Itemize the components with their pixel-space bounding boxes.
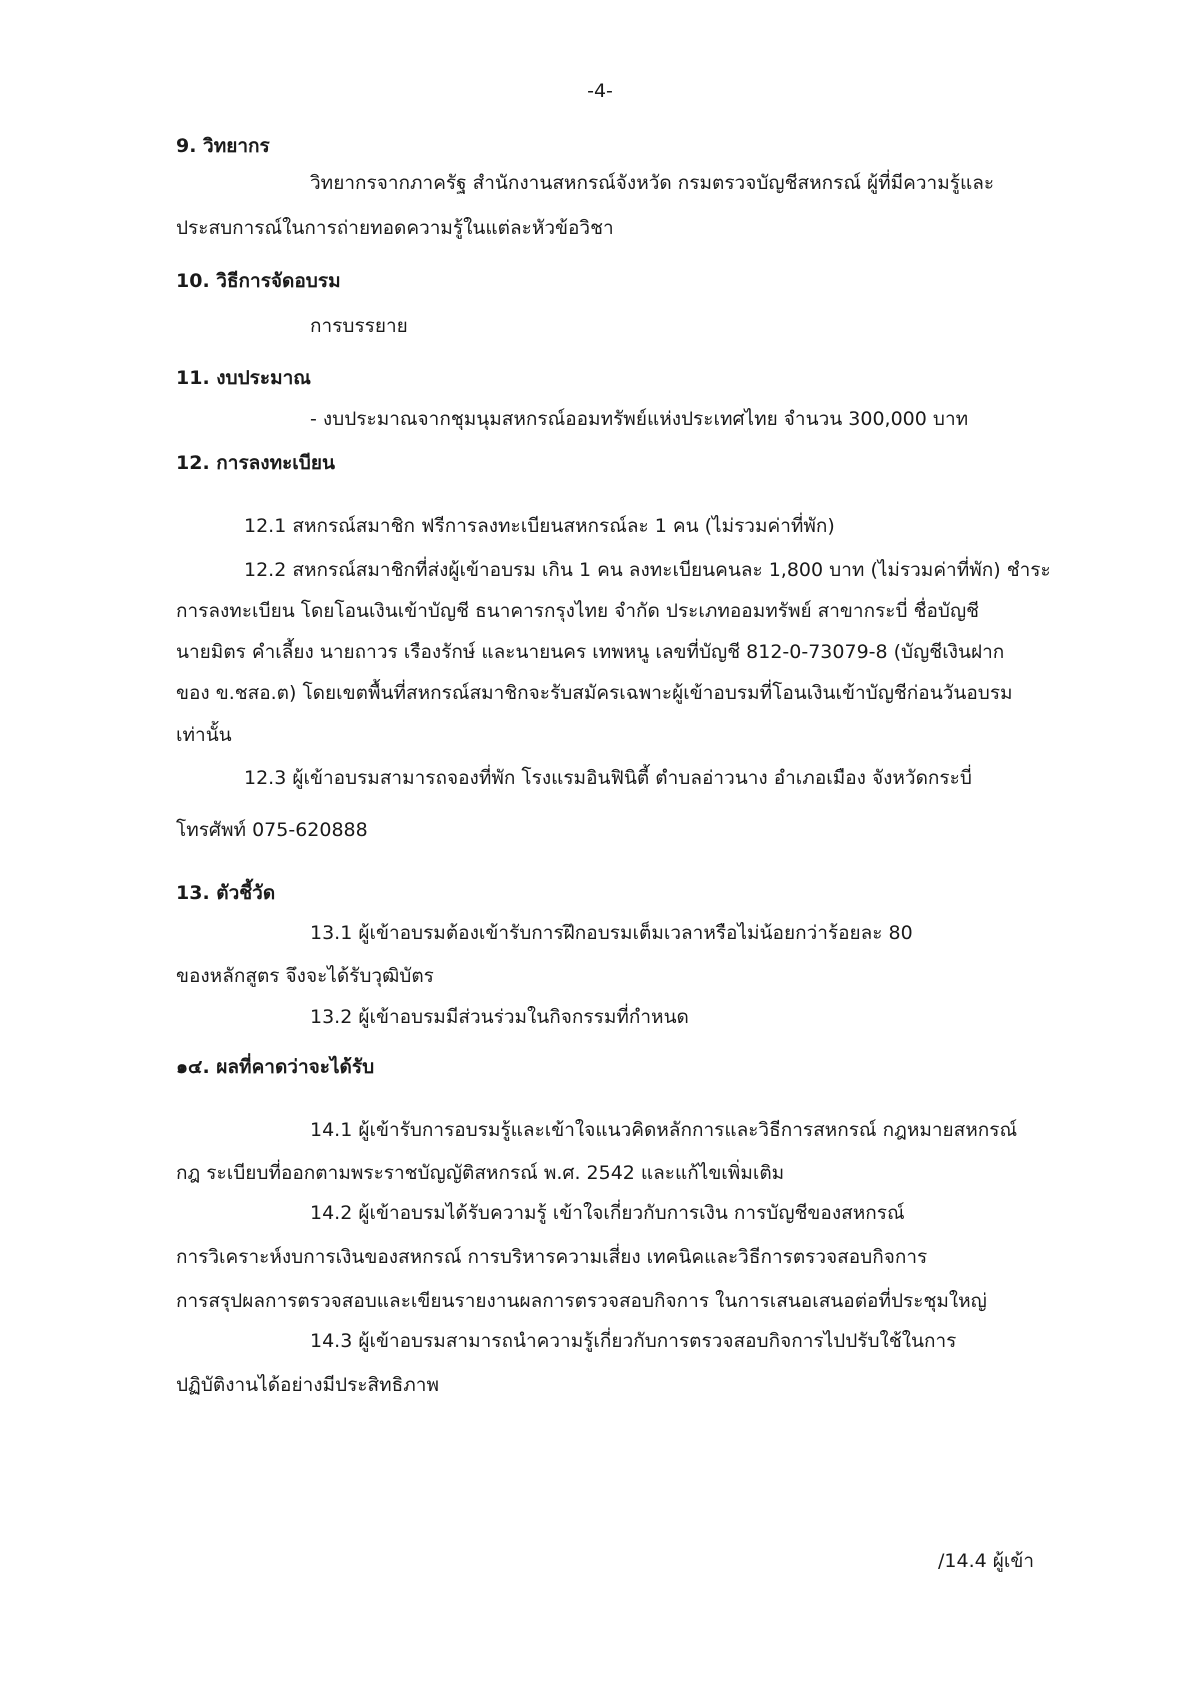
- section-14-3-line-2: ปฏิบัติงานได้อย่างมีประสิทธิภาพ: [176, 1374, 439, 1396]
- continuation-marker: /14.4 ผู้เข้า: [938, 1550, 1035, 1572]
- section-10-heading: 10. วิธีการจัดอบรม: [176, 270, 341, 292]
- section-13-heading: 13. ตัวชี้วัด: [176, 882, 276, 904]
- section-14-2-line-1: 14.2 ผู้เข้าอบรมได้รับความรู้ เข้าใจเกี่ยวกับการเงิน การบัญชีของสหกรณ์: [310, 1202, 905, 1224]
- section-12-3-line-2: โทรศัพท์ 075-620888: [176, 819, 368, 841]
- section-12-2-line-1: 12.2 สหกรณ์สมาชิกที่ส่งผู้เข้าอบรม เกิน 1 คน ลงทะเบียนคนละ 1,800 บาท (ไม่รวมค่าที่พัก) ชำระ: [244, 559, 1051, 581]
- section-14-2-line-3: การสรุปผลการตรวจสอบและเขียนรายงานผลการตรวจสอบกิจการ ในการเสนอเสนอต่อที่ประชุมใหญ่: [176, 1290, 987, 1312]
- section-14-2-line-2: การวิเคราะห์งบการเงินของสหกรณ์ การบริหารความเสี่ยง เทคนิคและวิธีการตรวจสอบกิจการ: [176, 1246, 928, 1268]
- section-11-heading: 11. งบประมาณ: [176, 367, 311, 389]
- section-13-1-line-1: 13.1 ผู้เข้าอบรมต้องเข้ารับการฝึกอบรมเต็มเวลาหรือไม่น้อยกว่าร้อยละ 80: [310, 922, 913, 944]
- section-9-line-1: วิทยากรจากภาครัฐ สำนักงานสหกรณ์จังหวัด กรมตรวจบัญชีสหกรณ์ ผู้ที่มีความรู้และ: [310, 172, 995, 194]
- section-12-1: 12.1 สหกรณ์สมาชิก ฟรีการลงทะเบียนสหกรณ์ละ 1 คน (ไม่รวมค่าที่พัก): [244, 515, 835, 537]
- section-13-1-line-2: ของหลักสูตร จึงจะได้รับวุฒิบัตร: [176, 965, 434, 987]
- section-14-3-line-1: 14.3 ผู้เข้าอบรมสามารถนำความรู้เกี่ยวกับการตรวจสอบกิจการไปปรับใช้ในการ: [310, 1330, 957, 1352]
- section-12-2-line-5: เท่านั้น: [176, 724, 232, 746]
- section-12-2-line-2: การลงทะเบียน โดยโอนเงินเข้าบัญชี ธนาคารกรุงไทย จำกัด ประเภทออมทรัพย์ สาขากระบี่ ชื่อบัญชี: [176, 600, 980, 622]
- section-9-heading: 9. วิทยากร: [176, 135, 270, 157]
- section-12-2-line-3: นายมิตร คำเลี้ยง นายถาวร เรืองรักษ์ และนายนคร เทพหนู เลขที่บัญชี 812-0-73079-8 (บัญชีเงินฝาก: [176, 641, 1005, 663]
- section-12-3-line-1: 12.3 ผู้เข้าอบรมสามารถจองที่พัก โรงแรมอินฟินิตี้ ตำบลอ่าวนาง อำเภอเมือง จังหวัดกระบี่: [244, 767, 972, 789]
- section-12-heading: 12. การลงทะเบียน: [176, 452, 335, 474]
- section-14-1-line-1: 14.1 ผู้เข้ารับการอบรมรู้และเข้าใจแนวคิดหลักการและวิธีการสหกรณ์ กฎหมายสหกรณ์: [310, 1119, 1018, 1141]
- section-12-2-line-4: ของ ข.ชสอ.ต) โดยเขตพื้นที่สหกรณ์สมาชิกจะรับสมัครเฉพาะผู้เข้าอบรมที่โอนเงินเข้าบัญชีก่อนวันอบรม: [176, 682, 1013, 704]
- page-number: -4-: [587, 80, 613, 102]
- section-9-line-2: ประสบการณ์ในการถ่ายทอดความรู้ในแต่ละหัวข้อวิชา: [176, 217, 614, 239]
- section-14-1-line-2: กฎ ระเบียบที่ออกตามพระราชบัญญัติสหกรณ์ พ.ศ. 2542 และแก้ไขเพิ่มเติม: [176, 1162, 785, 1184]
- section-11-line-1: - งบประมาณจากชุมนุมสหกรณ์ออมทรัพย์แห่งประเทศไทย จำนวน 300,000 บาท: [310, 408, 969, 430]
- section-13-2: 13.2 ผู้เข้าอบรมมีส่วนร่วมในกิจกรรมที่กำหนด: [310, 1006, 689, 1028]
- section-10-line-1: การบรรยาย: [310, 315, 408, 337]
- section-14-heading: ๑๔. ผลที่คาดว่าจะได้รับ: [176, 1056, 375, 1078]
